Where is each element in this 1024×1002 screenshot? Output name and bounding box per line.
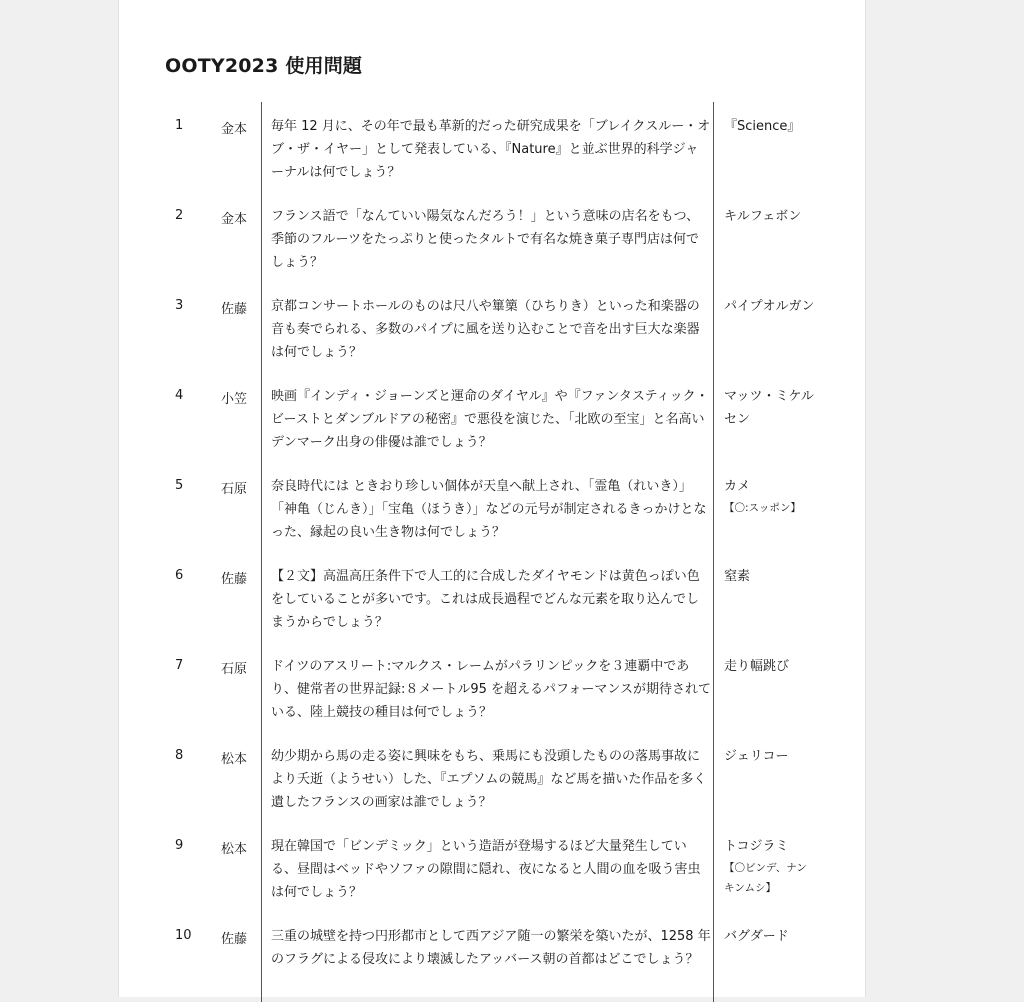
question-row [119, 372, 867, 462]
answer-text: トコジラミ [724, 839, 789, 854]
answer-note: 【〇ビンデ、ナンキンムシ】 [724, 862, 807, 894]
question-number: 5 [175, 478, 184, 493]
question-row [119, 642, 867, 732]
question-number: 4 [175, 388, 184, 403]
question-author: 松本 [221, 752, 248, 767]
answer-text: キルフェボン [724, 209, 802, 224]
column-divider [261, 102, 262, 192]
column-divider [261, 282, 262, 372]
question-row [119, 552, 867, 642]
column-divider [713, 372, 714, 462]
answer-cell [724, 655, 816, 678]
answer-text: 窒素 [724, 569, 751, 584]
question-row [119, 192, 867, 282]
question-number: 9 [175, 838, 184, 853]
question-text: 【２文】高温高圧条件下で人工的に合成したダイヤモンドは黄色っぽい色をしていることが多いです。これは成長過程でどんな元素を取り込んでしまうからでしょう？ [271, 569, 700, 630]
column-divider [261, 372, 262, 462]
question-text: 映画『インディ・ジョーンズと運命のダイヤル』や『ファンタスティック・ビーストとダンブルドアの秘密』で悪役を演じた、「北欧の至宝」と名高いデンマーク出身の俳優は誰でしょう？ [271, 389, 709, 450]
column-divider [261, 192, 262, 282]
question-number: 7 [175, 658, 184, 673]
question-row [119, 282, 867, 372]
question-author: 金本 [221, 212, 248, 227]
question-text: ドイツのアスリート:マルクス・レームがパラリンピックを３連覇中であり、健常者の世界記録:８メートル95 を超えるパフォーマンスが期待されている、陸上競技の種目は何でしょう？ [271, 659, 711, 720]
column-divider [713, 102, 714, 192]
question-number: 2 [175, 208, 184, 223]
document-title: OOTY2023 使用問題 [165, 55, 363, 77]
question-author: 佐藤 [221, 302, 248, 317]
question-author: 金本 [221, 122, 248, 137]
answer-cell [724, 295, 816, 318]
column-divider [713, 192, 714, 282]
answer-cell [724, 745, 816, 768]
question-author: 小笠 [221, 392, 248, 407]
question-author: 石原 [221, 482, 248, 497]
column-divider [713, 912, 714, 1002]
question-number: 6 [175, 568, 184, 583]
question-author: 佐藤 [221, 572, 248, 587]
answer-note: 【〇:スッポン】 [724, 502, 801, 514]
question-row [119, 822, 867, 912]
question-text: 幼少期から馬の走る姿に興味をもち、乗馬にも没頭したものの落馬事故により夭逝（ようせい）した、『エプソムの競馬』など馬を描いた作品を多く遺したフランスの画家は誰でしょう？ [271, 749, 707, 810]
question-number: 10 [175, 928, 192, 943]
answer-text: パイプオルガン [724, 299, 815, 314]
question-row [119, 462, 867, 552]
column-divider [261, 732, 262, 822]
question-row [119, 102, 867, 192]
document-page [118, 0, 866, 997]
column-divider [713, 642, 714, 732]
answer-cell [724, 115, 816, 138]
question-text: 京都コンサートホールのものは尺八や篳篥（ひちりき）といった和楽器の音も奏でられる、多数のパイプに風を送り込むことで音を出す巨大な楽器は何でしょう？ [271, 299, 700, 360]
answer-text: マッツ・ミケルセン [724, 389, 814, 427]
question-text: 奈良時代には ときおり珍しい個体が天皇へ献上され、「霊亀（れいき）」「神亀（じんき）」「宝亀（ほうき）」などの元号が制定されるきっかけとなった、縁起の良い生き物は何でしょう？ [271, 479, 707, 540]
answer-cell [724, 385, 816, 431]
column-divider [713, 822, 714, 912]
answer-text: ジェリコー [724, 749, 789, 764]
question-table [119, 102, 867, 1002]
question-text: 現在韓国で「ビンデミック」という造語が登場するほど大量発生している、昼間はベッドやソファの隙間に隠れ、夜になると人間の血を吸う害虫は何でしょう？ [271, 839, 701, 900]
column-divider [713, 732, 714, 822]
answer-text: 『Science』 [724, 119, 801, 134]
column-divider [261, 462, 262, 552]
column-divider [261, 642, 262, 732]
answer-text: 走り幅跳び [724, 659, 790, 674]
answer-text: カメ [724, 479, 751, 494]
column-divider [713, 462, 714, 552]
answer-cell [724, 925, 816, 948]
answer-cell [724, 475, 816, 518]
answer-cell [724, 835, 816, 898]
question-text: 毎年 12 月に、その年で最も革新的だった研究成果を「ブレイクスルー・オブ・ザ・イヤー」として発表している、『Nature』と並ぶ世界的科学ジャーナルは何でしょう？ [271, 119, 711, 180]
question-author: 石原 [221, 662, 248, 677]
question-author: 佐藤 [221, 932, 248, 947]
column-divider [713, 552, 714, 642]
question-number: 3 [175, 298, 184, 313]
column-divider [261, 822, 262, 912]
answer-cell [724, 205, 816, 228]
column-divider [261, 552, 262, 642]
column-divider [261, 912, 262, 1002]
question-text: 三重の城壁を持つ円形都市として西アジア随一の繁栄を築いたが、1258 年のフラグによる侵攻により壊滅したアッバース朝の首都はどこでしょう？ [271, 929, 711, 967]
column-divider [713, 282, 714, 372]
question-number: 1 [175, 118, 184, 133]
question-text: フランス語で「なんていい陽気なんだろう！」という意味の店名をもつ、季節のフルーツをたっぷりと使ったタルトで有名な焼き菓子専門店は何でしょう？ [271, 209, 700, 270]
question-row [119, 732, 867, 822]
question-row [119, 912, 867, 1002]
answer-cell [724, 565, 816, 588]
question-number: 8 [175, 748, 184, 763]
answer-text: バグダード [724, 929, 789, 944]
question-author: 松本 [221, 842, 248, 857]
